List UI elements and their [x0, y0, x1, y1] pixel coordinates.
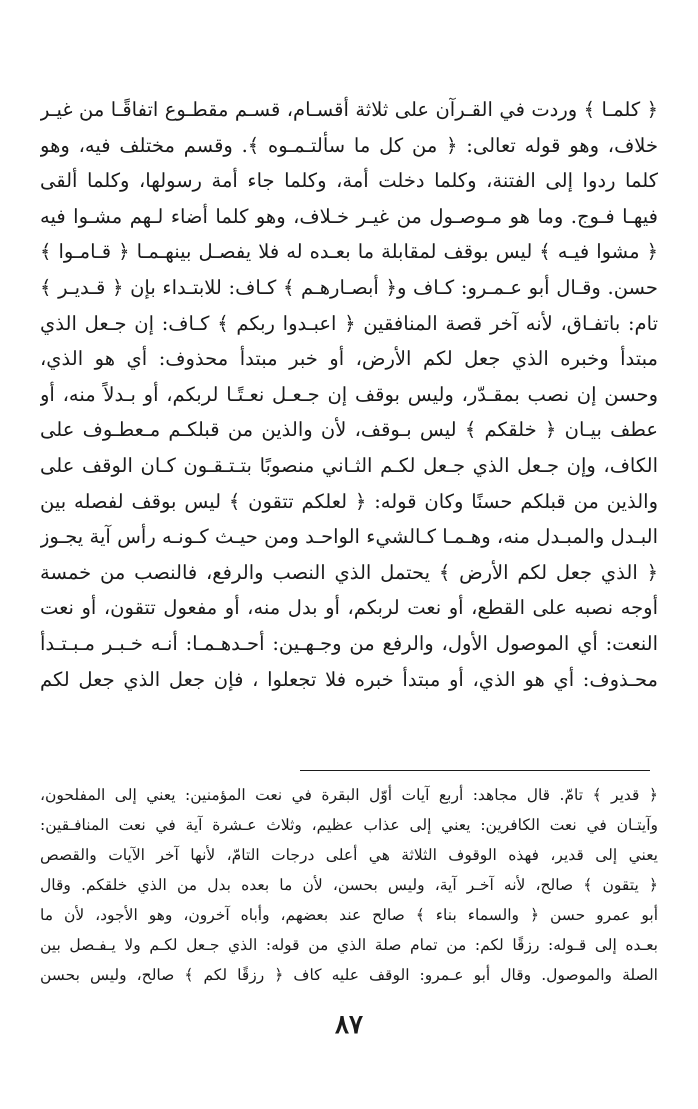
main-text-block — [40, 92, 658, 697]
text-line: وحسن إن نصب بمقـدّر، وليس بوقف إن جـعـل نعـتًـا لربكم، أو بـدلاً منه، أو — [40, 382, 658, 406]
text-line: مبتدأ وخبره الذي جعل لكم الأرض، أو خبر مبتدأ محذوف: أي هو الذي، — [40, 347, 658, 371]
footnote-line: يعني إلى قدير، فهذه الوقوف الثلاثة هي أعلى درجات التامّ، لأنها آخر الآيات والقصص — [40, 846, 658, 864]
text-line: محـذوف: أي هو الذي، أو مبتدأ خبره فلا تجعلوا ، فإن جعل الذي جعل لكم — [40, 667, 658, 691]
footnote-separator — [300, 770, 650, 771]
text-line: النعت: أي الموصول الأول، والرفع من وجـهـين: أحـدهـمـا: أنـه خـبـر مـبـتـدأ — [40, 631, 658, 655]
text-line: حسن. وقـال أبو عـمـرو: كـاف و﴿ أبصـارهـم ﴾ كـاف: للابتـداء بإن ﴿ قـديـر ﴾ — [40, 275, 658, 299]
footnotes-block — [40, 780, 658, 990]
text-line: خلاف، وهو قوله تعالى: ﴿ من كل ما سألتـمـوه ﴾. وقسم مختلف فيه، وهو — [40, 133, 658, 157]
footnote-line: ﴿ قدير ﴾ تامّ. قال مجاهد: أربع آيات أوّل البقرة في نعت المؤمنين: يعني إلى المفلحون، — [40, 786, 658, 804]
text-line: عطف بيـان ﴿ خلقكم ﴾ ليس بـوقف، لأن والذين من قبلكـم مـعطـوف على — [40, 418, 658, 442]
text-line: أوجه نصبه على القطع، أو نعت لربكم، أو بدل منه، أو مفعول تتقون، أو نعت — [40, 596, 658, 620]
text-line: فيهـا فـوج. وما هو مـوصـول من غيـر خـلاف، وهو كلما أضاء لـهم مشـوا فيه — [40, 204, 658, 228]
text-line: والذين من قبلكم حسنًا وكان قوله: ﴿ لعلكم تتقون ﴾ ليس بوقف لفصله بين — [40, 489, 658, 513]
footnote-line: وآيتـان في نعت الكافرين: يعني إلى عذاب عظيم، وثلاث عـشرة آية في نعت المنافـقين: — [40, 816, 658, 834]
text-line: ﴿ مشوا فيـه ﴾ ليس بوقف لمقابلة ما بعـده له فلا يفصـل بينهـمـا ﴿ قـامـوا ﴾ — [40, 240, 658, 264]
text-line: كلما ردوا إلى الفتنة، وكلما دخلت أمة، وكلما جاء أمة رسولها، وكلما ألقى — [40, 169, 658, 193]
text-line: ﴿ الذي جعل لكم الأرض ﴾ يحتمل الذي النصب والرفع، فالنصب من خمسة — [40, 560, 658, 584]
page-number: ٨٧ — [335, 1010, 363, 1040]
text-line: البـدل والمبـدل منه، وهـمـا كـالشيء الواحـد ومن حيـث كـونـه رأس آية يجـوز — [40, 525, 658, 549]
text-line: ﴿ كلمـا ﴾ وردت في القـرآن على ثلاثة أقسـام، قسـم مقطـوع اتفاقًـا من غيـر — [40, 98, 658, 121]
text-line: تام: باتفـاق، لأنه آخر قصة المنافقين ﴿ اعبـدوا ربكم ﴾ كـاف: إن جـعل الذي — [40, 311, 658, 335]
footnote-line: بعـده إلى قـوله: رزقًا لكم: من تمام صلة الذي من قوله: الذي جـعل لكـم ولا يـفـصل بين — [40, 936, 658, 954]
text-line: الكاف، وإن جـعل الذي جـعل لكـم الثـاني منصوبًا بتـتـقـون كـان الوقف على — [40, 453, 658, 477]
footnote-line: ﴿ يتقون ﴾ صالح، لأنه آخـر آية، وليس بحسن، لأن ما بعده بدل من الذي خلقكم. وقال — [40, 876, 658, 894]
footnote-line: أبو عمرو حسن ﴿ والسماء بناء ﴾ صالح عند بعضهم، وأباه آخرون، وهو الأجود، لأن ما — [40, 906, 658, 924]
footnote-line: الصلة والموصول. وقال أبو عـمرو: الوقف عليه كاف ﴿ رزقًا لكم ﴾ صالح، وليس بحسن — [40, 966, 658, 984]
